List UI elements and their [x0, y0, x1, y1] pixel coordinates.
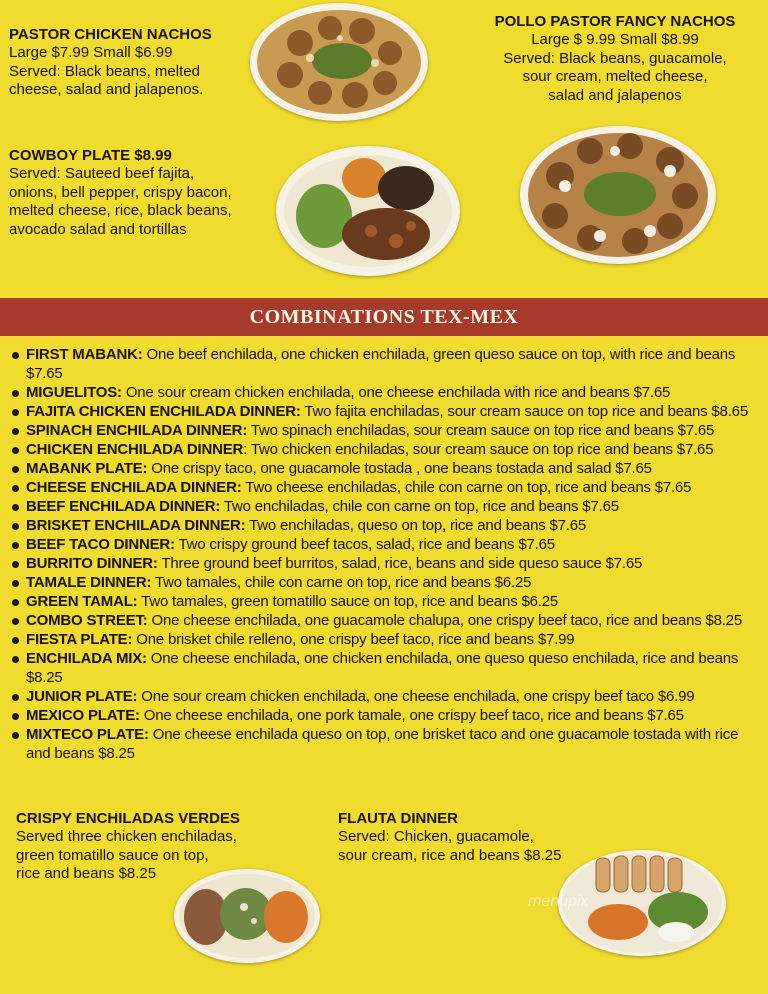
combo-desc: : Two chicken enchiladas, sour cream sauce on top rice and beans $7.65 — [243, 441, 714, 458]
pastor-nachos-title: PASTOR CHICKEN NACHOS — [9, 26, 212, 43]
combo-name: BEEF ENCHILADA DINNER: — [26, 498, 221, 515]
combo-name: MIGUELITOS: — [26, 384, 122, 401]
combo-desc: One sour cream chicken enchilada, one cheese enchilada with rice and beans $7.65 — [121, 384, 671, 401]
combo-name: BEEF TACO DINNER: — [26, 536, 175, 553]
combinations-banner: COMBINATIONS TEX-MEX — [0, 298, 768, 336]
bullet-icon — [12, 409, 19, 416]
bullet-icon — [12, 352, 19, 359]
enchiladas-verdes-desc-1: Served three chicken enchiladas, — [16, 828, 237, 845]
list-item — [12, 516, 760, 535]
combo-name: COMBO STREET: — [26, 612, 148, 629]
flauta-dinner-section — [338, 810, 598, 865]
enchiladas-verdes-desc-2: green tomatillo sauce on top, — [16, 846, 209, 864]
flauta-dinner-desc-1: Served: Chicken, guacamole, — [338, 828, 534, 845]
bullet-icon — [12, 466, 19, 473]
bullet-icon — [12, 447, 19, 454]
list-item — [12, 421, 760, 440]
combo-desc: Three ground beef burritos, salad, rice, beans and side queso sauce $7.65 — [157, 555, 643, 572]
combo-desc: One cheese enchilada, one chicken enchilada, one queso queso enchilada, rice and beans $8.25 — [26, 650, 739, 686]
bullet-icon — [12, 390, 19, 397]
cowboy-plate-photo-icon — [276, 146, 460, 276]
combo-desc: Two tamales, green tomatillo sauce on top, rice and beans $6.25 — [137, 593, 559, 610]
combo-name: FAJITA CHICKEN ENCHILADA DINNER: — [26, 403, 301, 420]
list-item — [12, 440, 760, 459]
combo-name: MABANK PLATE: — [26, 460, 148, 477]
combo-name: GREEN TAMAL: — [26, 593, 138, 610]
bullet-icon — [12, 618, 19, 625]
combo-name: FIESTA PLATE: — [26, 631, 133, 648]
bullet-icon — [12, 561, 19, 568]
bullet-icon — [12, 542, 19, 549]
combo-name: CHEESE ENCHILADA DINNER: — [26, 479, 242, 496]
pastor-nachos-desc-1: Served: Black beans, melted — [9, 62, 200, 80]
bullet-icon — [12, 599, 19, 606]
enchiladas-verdes-plate-photo-icon — [174, 869, 320, 963]
combo-name: BURRITO DINNER: — [26, 555, 158, 572]
cowboy-plate-desc-3: melted cheese, rice, black beans, — [9, 202, 232, 219]
bullet-icon — [12, 637, 19, 644]
list-item — [12, 402, 760, 421]
combo-name: SPINACH ENCHILADA DINNER: — [26, 422, 248, 439]
pastor-nachos-section — [9, 26, 249, 100]
combo-desc: One sour cream chicken enchilada, one cheese enchilada, one crispy beef taco $6.99 — [137, 688, 695, 705]
combo-name: FIRST MABANK: — [26, 346, 143, 363]
combo-desc: One cheese enchilada, one guacamole chalupa, one crispy beef taco, rice and beans $8.25 — [147, 612, 743, 629]
pastor-nachos-price: Large $7.99 Small $6.99 — [9, 44, 173, 61]
combo-desc: One cheese enchilada, one pork tamale, one crispy beef taco, rice and beans $7.65 — [139, 707, 684, 724]
list-item — [12, 687, 760, 706]
cowboy-plate-desc-2: onions, bell pepper, crispy bacon, — [9, 183, 232, 201]
combo-desc: Two spinach enchiladas, sour cream sauce on top rice and beans $7.65 — [247, 422, 715, 439]
cowboy-plate-desc-4: avocado salad and tortillas — [9, 220, 187, 238]
bullet-icon — [12, 713, 19, 720]
list-item — [12, 383, 760, 402]
list-item — [12, 706, 760, 725]
combo-desc: One brisket chile relleno, one crispy beef taco, rice and beans $7.99 — [132, 631, 575, 648]
bullet-icon — [12, 523, 19, 530]
combo-desc: One beef enchilada, one chicken enchilada, green queso sauce on top, with rice and beans $7.65 — [26, 346, 736, 382]
list-item — [12, 345, 760, 383]
flauta-dinner-desc-2: sour cream, rice and beans $8.25 — [338, 846, 562, 864]
list-item — [12, 459, 760, 478]
list-item — [12, 649, 760, 687]
nachos-plate-photo-icon — [250, 3, 428, 121]
list-item — [12, 611, 760, 630]
bullet-icon — [12, 580, 19, 587]
list-item — [12, 497, 760, 516]
combinations-list — [12, 345, 760, 763]
watermark: menupix — [528, 893, 589, 910]
list-item — [12, 725, 760, 763]
pollo-pastor-section — [480, 13, 750, 105]
combo-name: CHICKEN ENCHILADA DINNER — [26, 441, 244, 458]
pollo-pastor-desc-1: Served: Black beans, guacamole, — [503, 49, 727, 67]
list-item — [12, 478, 760, 497]
list-item — [12, 592, 760, 611]
combo-name: MIXTECO PLATE: — [26, 726, 149, 743]
fancy-nachos-plate-photo-icon — [520, 126, 716, 264]
combo-desc: Two enchiladas, chile con carne on top, rice and beans $7.65 — [220, 498, 619, 515]
combo-desc: One cheese enchilada queso on top, one brisket taco and one guacamole tostada with rice and beans $8.25 — [26, 726, 739, 762]
combo-desc: Two cheese enchiladas, chile con carne on top, rice and beans $7.65 — [241, 479, 692, 496]
bullet-icon — [12, 428, 19, 435]
enchiladas-verdes-desc-3: rice and beans $8.25 — [16, 865, 157, 882]
list-item — [12, 554, 760, 573]
combo-name: ENCHILADA MIX: — [26, 650, 147, 667]
list-item — [12, 573, 760, 592]
bullet-icon — [12, 656, 19, 663]
pollo-pastor-price: Large $ 9.99 Small $8.99 — [531, 31, 699, 48]
combo-desc: Two tamales, chile con carne on top, rice and beans $6.25 — [151, 574, 532, 591]
combo-name: BRISKET ENCHILADA DINNER: — [26, 517, 246, 534]
pollo-pastor-title: POLLO PASTOR FANCY NACHOS — [494, 13, 736, 30]
cowboy-plate-desc-1: Served: Sauteed beef fajita, — [9, 165, 195, 182]
pollo-pastor-desc-2: sour cream, melted cheese, — [522, 68, 708, 85]
bullet-icon — [12, 485, 19, 492]
list-item — [12, 535, 760, 554]
pastor-nachos-desc-2: cheese, salad and jalapenos. — [9, 81, 204, 98]
pollo-pastor-desc-3: salad and jalapenos — [548, 86, 682, 104]
list-item — [12, 630, 760, 649]
combo-name: JUNIOR PLATE: — [26, 688, 138, 705]
cowboy-plate-title: COWBOY PLATE $8.99 — [9, 147, 172, 164]
bullet-icon — [12, 732, 19, 739]
cowboy-plate-section — [9, 147, 269, 239]
combo-desc: Two enchiladas, queso on top, rice and beans $7.65 — [245, 517, 587, 534]
combo-desc: One crispy taco, one guacamole tostada , one beans tostada and salad $7.65 — [147, 460, 652, 477]
enchiladas-verdes-title: CRISPY ENCHILADAS VERDES — [16, 810, 240, 827]
combo-desc: Two fajita enchiladas, sour cream sauce on top rice and beans $8.65 — [300, 403, 748, 420]
combo-name: MEXICO PLATE: — [26, 707, 140, 724]
bullet-icon — [12, 504, 19, 511]
combo-name: TAMALE DINNER: — [26, 574, 152, 591]
bullet-icon — [12, 694, 19, 701]
combo-desc: Two crispy ground beef tacos, salad, rice and beans $7.65 — [174, 536, 555, 553]
flauta-dinner-title: FLAUTA DINNER — [338, 810, 458, 827]
